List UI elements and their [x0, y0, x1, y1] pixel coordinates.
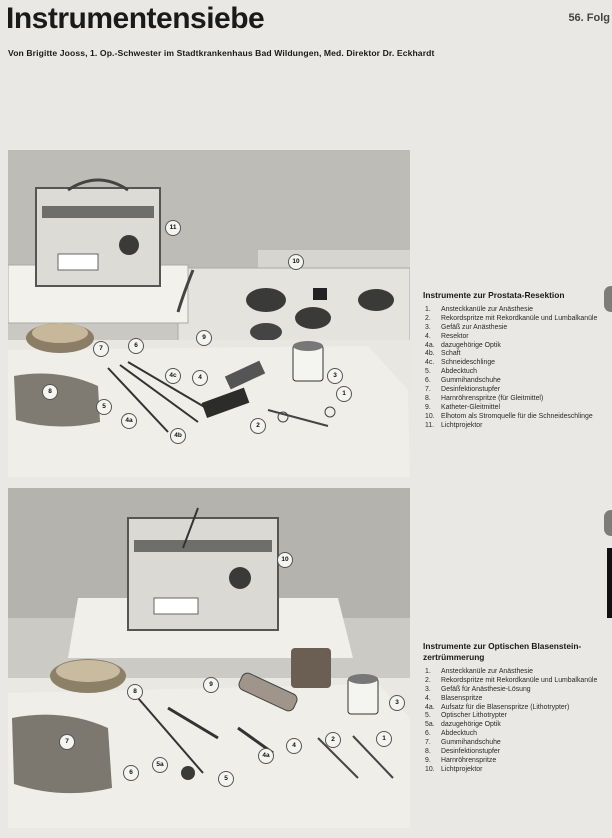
callout-4c: 4c: [165, 368, 181, 384]
legend-list: [423, 306, 607, 430]
page-edge-thumb-mark: [604, 510, 612, 536]
legend-item-text: Ansteckkanüle zur Anästhesie: [441, 668, 533, 675]
legend-item-number: 9.: [425, 756, 431, 764]
page-edge-thumb-mark: [604, 286, 612, 312]
legend-item-number: 5.: [425, 712, 431, 720]
page-edge-bar: [607, 548, 612, 618]
legend-item: [423, 739, 607, 747]
callout-9: 9: [196, 330, 212, 346]
legend-item-number: 8.: [425, 394, 431, 402]
legend-item-number: 7.: [425, 739, 431, 747]
legend-item-number: 9.: [425, 403, 431, 411]
legend-item: [423, 730, 607, 738]
legend-item: [423, 333, 607, 341]
legend-item-number: 10.: [425, 412, 435, 420]
legend-item-text: Ansteckkanüle zur Anästhesie: [441, 306, 533, 313]
legend-item-number: 4a.: [425, 341, 435, 349]
callout-4a: 4a: [121, 413, 137, 429]
legend-item-text: Schaft: [441, 350, 461, 358]
legend-item-text: Resektor: [441, 332, 469, 340]
legend-bladder-stone-lithotripsy: [423, 641, 607, 775]
legend-item: [423, 359, 607, 367]
legend-item-text: Rekordspritze mit Rekordkanüle und Lumbalkanüle: [441, 314, 598, 322]
legend-item-text: Desinfektionstupfer: [441, 386, 500, 394]
legend-item: [423, 315, 607, 323]
legend-item: [423, 721, 607, 729]
legend-list: [423, 668, 607, 774]
legend-item: [423, 748, 607, 756]
callout-5: 5: [96, 399, 112, 415]
legend-item-number: 1.: [425, 668, 431, 675]
legend-item-text: Katheter-Gleitmittel: [441, 403, 500, 411]
callout-10: 10: [288, 254, 304, 270]
legend-item: [423, 695, 607, 703]
legend-item-text: Gummihandschuhe: [441, 377, 501, 385]
legend-item-text: Aufsatz für die Blasenspritze (Lithotrypter): [441, 703, 570, 711]
legend-item-text: Blasenspritze: [441, 694, 483, 702]
callout-7: 7: [93, 341, 109, 357]
callout-11: 11: [165, 220, 181, 236]
legend-item-text: Lichtprojektor: [441, 765, 483, 773]
legend-item-text: Harnröhrenspritze (für Gleitmittel): [441, 394, 544, 402]
callout-4: 4: [192, 370, 208, 386]
photo-2-drawing: [8, 488, 410, 828]
legend-item-text: Abdecktuch: [441, 730, 478, 738]
callout-6: 6: [123, 765, 139, 781]
legend-item: [423, 757, 607, 765]
legend-item-text: Elhotom als Stromquelle für die Schneideschlinge: [441, 412, 593, 420]
legend-prostate-resection: [423, 290, 607, 430]
legend-item-number: 8.: [425, 748, 431, 756]
callout-5: 5: [218, 771, 234, 787]
legend-item: [423, 306, 607, 314]
callout-2: 2: [325, 732, 341, 748]
callout-1: 1: [376, 731, 392, 747]
author-byline: Von Brigitte Jooss, 1. Op.-Schwester im Stadtkrankenhaus Bad Wildungen, Med. Direktor Dr. Eckhardt: [8, 48, 435, 58]
legend-item: [423, 395, 607, 403]
legend-item: [423, 413, 607, 421]
legend-item-number: 7.: [425, 386, 431, 394]
legend-item-number: 3.: [425, 685, 431, 693]
legend-heading: Instrumente zur Prostata-Resektion: [423, 290, 565, 300]
legend-item: [423, 766, 607, 774]
legend-item: [423, 368, 607, 376]
legend-item-number: 1.: [425, 306, 431, 313]
legend-item-number: 4.: [425, 332, 431, 340]
legend-item-text: dazugehörige Optik: [441, 721, 501, 729]
callout-7: 7: [59, 734, 75, 750]
callout-8: 8: [127, 684, 143, 700]
legend-item: [423, 377, 607, 385]
callout-2: 2: [250, 418, 266, 434]
page-title: Instrumentensiebe: [6, 2, 265, 35]
photo-prostate-resection-instruments: [8, 150, 410, 477]
legend-item-number: 5.: [425, 368, 431, 376]
legend-item-text: Schneideschlinge: [441, 359, 496, 367]
legend-item-number: 4a.: [425, 703, 435, 711]
legend-item-number: 5a.: [425, 721, 435, 729]
legend-item-number: 4c.: [425, 359, 435, 367]
photo-bladder-stone-lithotripsy-instruments: [8, 488, 410, 828]
legend-item-number: 2.: [425, 676, 431, 684]
legend-item: [423, 422, 607, 430]
legend-item: [423, 704, 607, 712]
legend-item-text: Optischer Lithotrypter: [441, 712, 507, 720]
legend-item-number: 4b.: [425, 350, 435, 358]
callout-4: 4: [286, 738, 302, 754]
legend-item-number: 11.: [425, 421, 435, 429]
photo-1-drawing: [8, 150, 410, 477]
legend-heading: Instrumente zur Optischen Blasenstein-zertrümmerung: [423, 641, 582, 662]
legend-item: [423, 712, 607, 720]
callout-10: 10: [277, 552, 293, 568]
legend-item-number: 4.: [425, 694, 431, 702]
legend-item-text: Lichtprojektor: [441, 421, 483, 429]
legend-item-text: Desinfektionstupfer: [441, 748, 500, 756]
legend-item-number: 6.: [425, 730, 431, 738]
callout-4a: 4a: [258, 748, 274, 764]
callout-3: 3: [327, 368, 343, 384]
legend-item: [423, 677, 607, 685]
legend-item-text: Harnröhrenspritze: [441, 756, 497, 764]
legend-item: [423, 686, 607, 694]
legend-item: [423, 668, 607, 676]
callout-9: 9: [203, 677, 219, 693]
legend-item: [423, 342, 607, 350]
callout-5a: 5a: [152, 757, 168, 773]
legend-item-number: 3.: [425, 323, 431, 331]
legend-item-text: Gefäß für Anästhesie-Lösung: [441, 685, 531, 693]
legend-item-number: 2.: [425, 314, 431, 322]
callout-3: 3: [389, 695, 405, 711]
legend-item: [423, 324, 607, 332]
legend-item-text: dazugehörige Optik: [441, 341, 501, 349]
legend-item-text: Abdecktuch: [441, 368, 478, 376]
page-reference: 56. Folg: [568, 12, 610, 24]
legend-item-text: Gummihandschuhe: [441, 739, 501, 747]
legend-item: [423, 386, 607, 394]
callout-1: 1: [336, 386, 352, 402]
callout-8: 8: [42, 384, 58, 400]
legend-item-text: Gefäß zur Anästhesie: [441, 323, 508, 331]
legend-item: [423, 350, 607, 358]
callout-6: 6: [128, 338, 144, 354]
callout-4b: 4b: [170, 428, 186, 444]
legend-item-number: 10.: [425, 765, 435, 773]
legend-item: [423, 404, 607, 412]
legend-item-number: 6.: [425, 377, 431, 385]
legend-item-text: Rekordspritze mit Rekordkanüle und Lumbalkanüle: [441, 676, 598, 684]
